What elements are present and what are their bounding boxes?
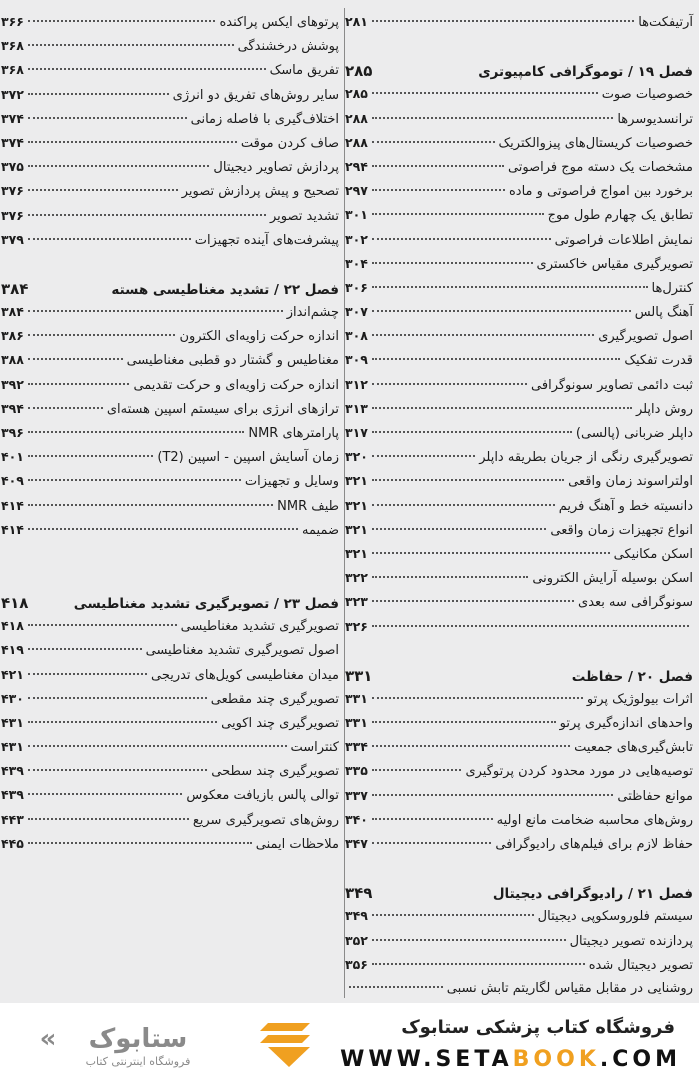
dot-leader [28, 141, 237, 143]
page-number: ۳۰۱ [345, 207, 368, 223]
entry-title: خصوصیات صوت [601, 87, 693, 103]
entry-title: واحدهای اندازه‌گیری پرتو [559, 716, 693, 732]
toc-entry [1, 425, 339, 449]
toc-entry [1, 763, 339, 787]
page-number: ۳۱۳ [345, 400, 368, 416]
entry-title: وسایل و تجهیزات [244, 474, 339, 490]
dot-leader [28, 842, 252, 844]
dot-leader [372, 431, 572, 433]
dot-leader [372, 794, 613, 796]
toc-entry [1, 618, 339, 642]
toc-entry [345, 715, 693, 739]
entry-title: مغناطیس و گشتار دو قطبی مغناطیسی [126, 353, 339, 369]
dot-leader [372, 479, 564, 481]
page-number: ۳۶۸ [1, 62, 24, 78]
dot-leader [372, 963, 585, 965]
entry-title: آهنگ پالس [634, 305, 693, 321]
toc-left-column [1, 14, 339, 860]
toc-entry [1, 352, 339, 376]
entry-title: روش داپلر [635, 401, 693, 417]
dot-leader [372, 238, 551, 240]
dot-leader [28, 117, 187, 119]
dot-leader [372, 721, 556, 723]
dot-leader [28, 769, 207, 771]
dot-leader [28, 44, 234, 46]
page-number: ۳۳۵ [345, 763, 368, 779]
dot-leader [28, 697, 207, 699]
entry-title: انواع تجهیزات زمان واقعی [550, 522, 693, 538]
page-number: ۴۱۴ [1, 497, 24, 513]
page-number: ۳۸۸ [1, 352, 24, 368]
entry-title: کنترل‌ها [651, 280, 693, 296]
dot-leader [28, 504, 273, 506]
toc-entry [345, 957, 693, 981]
entry-title: پارامترهای NMR [248, 426, 339, 441]
toc-entry [345, 619, 693, 643]
entry-title: تابش‌گیری‌های جمعیت [574, 740, 693, 756]
dot-leader [28, 383, 130, 385]
toc-entry [345, 135, 693, 159]
dot-leader [372, 504, 555, 506]
dot-leader [372, 20, 634, 22]
page-number: ۳۳۱ [345, 690, 368, 706]
entry-title: اصول تصویرگیری [598, 329, 693, 345]
toc-entry [345, 522, 693, 546]
dot-leader [28, 745, 287, 747]
entry-title: اصول تصویرگیری تشدید مغناطیسی [145, 643, 339, 659]
page-number: ۲۸۵ [345, 86, 368, 102]
entry-title: تصویرگیری رنگی از جریان بطریقه داپلر [479, 450, 693, 466]
page-number: ۴۴۳ [1, 811, 24, 827]
page-number: ۳۶۸ [1, 38, 24, 54]
entry-title: تصحیح و پیش پردازش تصویر [181, 184, 339, 200]
chapter-heading [1, 280, 339, 304]
page-number: ۲۸۸ [345, 110, 368, 126]
entry-title: آرتیفکت‌ها [638, 15, 693, 30]
toc-entry [1, 522, 339, 546]
toc-entry [1, 377, 339, 401]
entry-title: موانع حفاظتی [617, 788, 693, 804]
page-number: ۳۴۷ [345, 836, 368, 851]
dot-leader [372, 455, 475, 457]
page-number: ۳۰۹ [345, 352, 368, 368]
dot-leader [372, 914, 534, 916]
toc-entry [1, 232, 339, 256]
page-number: ۴۰۱ [1, 449, 24, 465]
page-number: ۳۲۱ [345, 473, 368, 489]
logo-subtitle: فروشگاه اینترنتی کتاب [85, 1055, 191, 1068]
dot-leader [372, 745, 570, 747]
entry-title: تصویرگیری تشدید مغناطیسی [180, 619, 339, 635]
toc-entry [345, 498, 693, 522]
page-number: ۳۹۴ [1, 400, 24, 416]
entry-title: پیشرفت‌های آینده تجهیزات [194, 232, 339, 248]
section-gap [345, 38, 693, 62]
toc-entry [345, 691, 693, 715]
toc-entry [345, 111, 693, 135]
page-number: ۳۳۱ [345, 666, 373, 685]
toc-entry [1, 715, 339, 739]
entry-title: پوشش درخشندگی [237, 39, 339, 55]
url-prefix: WWW.SETA [340, 1047, 513, 1072]
entry-title: چشم‌انداز [286, 305, 339, 321]
dot-leader [28, 528, 298, 530]
entry-title: برخورد بین امواج فراصوتی و ماده [508, 184, 693, 200]
page-number: ۳۱۷ [345, 425, 368, 440]
page-number: ۲۸۵ [345, 62, 373, 81]
page-number: ۴۳۹ [1, 787, 24, 803]
toc-entry [345, 763, 693, 787]
chapter-heading [345, 62, 693, 86]
toc-entry [1, 183, 339, 207]
page-number: ۳۲۱ [345, 545, 368, 561]
entry-title: ملاحظات ایمنی [255, 836, 339, 852]
entry-title: اختلاف‌گیری با فاصله زمانی [190, 111, 339, 127]
page-number: ۴۳۱ [1, 714, 24, 730]
setabook-logo [18, 1017, 318, 1071]
toc-entry [1, 38, 339, 62]
toc-entry [1, 812, 339, 836]
section-gap [345, 643, 693, 667]
page-number: ۳۲۰ [345, 449, 368, 465]
entry-title: نمایش اطلاعات فراصوتی [554, 232, 693, 248]
dot-leader [372, 383, 527, 385]
dot-leader [372, 576, 528, 578]
chapter-title: فصل ۲۳ / تصویرگیری تشدید مغناطیسی [73, 595, 339, 612]
dot-leader [28, 20, 216, 22]
page-number: ۳۱۲ [345, 376, 368, 392]
entry-title: داپلر ضربانی (پالسی) [575, 426, 693, 441]
toc-entry [1, 14, 339, 38]
page-number: ۳۹۲ [1, 376, 24, 392]
entry-title: ترازهای انرژی برای سیستم اسپین هسته‌ای [106, 401, 339, 417]
toc-right-column [345, 14, 693, 1003]
entry-title: زمان آسایش اسپین - اسپین (T2) [157, 450, 339, 466]
page-number: ۳۵۲ [345, 932, 368, 948]
section-gap [1, 570, 339, 594]
page-number: ۳۷۴ [1, 110, 24, 126]
page-number: ۳۲۶ [345, 618, 368, 634]
dot-leader [372, 625, 689, 627]
page-number: ۴۳۱ [1, 739, 24, 755]
entry-title: صاف کردن موقت [240, 135, 339, 151]
dot-leader [28, 407, 103, 409]
dot-leader [372, 310, 631, 312]
toc-entry [1, 691, 339, 715]
page-number: ۲۸۱ [345, 14, 368, 29]
dot-leader [372, 334, 594, 336]
page-number: ۴۱۸ [1, 593, 29, 612]
dot-leader [28, 165, 210, 167]
entry-title: خصوصیات کریستال‌های پیزوالکتریک [498, 135, 693, 151]
entry-title: تصویرگیری چند سطحی [211, 764, 339, 780]
toc-entry [1, 208, 339, 232]
entry-title: ترانسدیوسرها [617, 111, 693, 127]
toc-entry [345, 232, 693, 256]
svg-text:«: « [39, 1024, 57, 1054]
toc-entry [345, 159, 693, 183]
page-number: ۴۳۰ [1, 690, 24, 706]
entry-title: تصویرگیری چند اکویی [221, 715, 339, 731]
toc-entry [345, 594, 693, 618]
toc-entry [345, 425, 693, 449]
page-number: ۳۸۴ [1, 304, 24, 320]
dot-leader [372, 552, 610, 554]
page-number: ۳۸۴ [1, 279, 29, 298]
toc-entry [345, 328, 693, 352]
entry-title: مشخصات یک دسته موج فراصوتی [507, 159, 693, 175]
section-gap [1, 546, 339, 570]
toc-entry [345, 812, 693, 836]
page-number: ۴۱۹ [1, 642, 24, 658]
entry-title: روش‌های محاسبه ضخامت مانع اولیه [496, 812, 693, 828]
dot-leader [372, 286, 648, 288]
toc-entry [1, 739, 339, 763]
entry-title: دانسیته خط و آهنگ فریم [558, 498, 693, 514]
entry-title: پردازنده تصویر دیجیتال [569, 933, 693, 949]
entry-title: توالی پالس بازیافت معکوس [186, 788, 339, 804]
entry-title: تفریق ماسک [269, 63, 339, 79]
page-number: ۳۰۲ [345, 231, 368, 247]
dot-leader [372, 92, 598, 94]
dot-leader [28, 793, 182, 795]
toc-entry [1, 328, 339, 352]
toc-entry [345, 908, 693, 932]
toc-entry [1, 642, 339, 666]
footer-banner [0, 1003, 699, 1079]
entry-title: کنتراست [290, 740, 339, 756]
page-number: ۴۰۹ [1, 473, 24, 489]
dot-leader [372, 407, 632, 409]
dot-leader [28, 214, 266, 216]
entry-title: پرتوهای ایکس پراکنده [219, 15, 339, 30]
page-number: ۳۲۱ [345, 521, 368, 537]
chapter-title: فصل ۲۰ / حفاظت [571, 668, 693, 685]
entry-title: سونوگرافی سه بعدی [578, 595, 693, 611]
section-gap [1, 256, 339, 280]
dot-leader [372, 213, 544, 215]
page-number: ۴۲۱ [1, 666, 24, 682]
toc-entry [345, 788, 693, 812]
page-number: ۳۲۱ [345, 497, 368, 513]
toc-entry [345, 86, 693, 110]
page-number: ۴۳۹ [1, 763, 24, 779]
dot-leader [28, 238, 191, 240]
dot-leader [28, 648, 142, 650]
page-number: ۳۰۴ [345, 255, 368, 271]
dot-leader [349, 986, 443, 988]
toc-entry [345, 14, 693, 38]
toc-entry [345, 304, 693, 328]
toc-entry [1, 304, 339, 328]
page-number: ۳۳۱ [345, 715, 368, 731]
dot-leader [28, 673, 147, 675]
entry-title: اسکن مکانیکی [613, 546, 693, 562]
dot-leader [372, 769, 462, 771]
toc-entry [1, 111, 339, 135]
toc-entry [1, 473, 339, 497]
logo-wordmark: ستابوک [88, 1024, 188, 1054]
page-number: ۳۹۶ [1, 425, 24, 440]
toc-entry [345, 546, 693, 570]
toc-entry [1, 449, 339, 473]
entry-title: روشنایی در مقابل مقیاس لگاریتم تابش نسبی [446, 980, 693, 996]
page-number: ۳۰۸ [345, 328, 368, 344]
dot-leader [372, 600, 574, 602]
section-gap [345, 860, 693, 884]
toc-entry [1, 87, 339, 111]
page-number: ۲۹۷ [345, 183, 368, 199]
toc-entry [1, 62, 339, 86]
shop-name: فروشگاه کتاب پزشکی ستابوک [401, 1017, 675, 1038]
entry-title: پردازش تصاویر دیجیتال [213, 160, 339, 176]
entry-title: توصیه‌هایی در مورد محدود کردن پرتوگیری [465, 764, 693, 780]
dot-leader [28, 624, 177, 626]
page-number: ۳۲۳ [345, 594, 368, 610]
dot-leader [372, 842, 492, 844]
toc-entry [345, 473, 693, 497]
dot-leader [372, 697, 583, 699]
page-number: ۳۶۶ [1, 14, 24, 29]
entry-title: ثبت دائمی تصاویر سونوگرافی [531, 377, 693, 393]
page-number: ۳۰۶ [345, 279, 368, 295]
shop-url[interactable] [340, 1047, 681, 1072]
entry-title: اثرات بیولوژیک پرتو [586, 691, 693, 707]
toc-entry [345, 183, 693, 207]
dot-leader [28, 334, 176, 336]
toc-entry [345, 570, 693, 594]
dot-leader [28, 310, 283, 312]
page-number: ۳۲۲ [345, 570, 368, 586]
toc-entry [345, 280, 693, 304]
toc-entry [345, 256, 693, 280]
dot-leader [372, 939, 566, 941]
page-number: ۴۴۵ [1, 835, 24, 851]
toc-entry [345, 401, 693, 425]
page-number: ۳۴۹ [345, 884, 373, 903]
page-number: ۳۷۹ [1, 231, 24, 247]
dot-leader [28, 189, 178, 191]
chapter-title: فصل ۱۹ / توموگرافی کامپیوتری [478, 64, 693, 81]
dot-leader [372, 358, 620, 360]
dot-leader [28, 358, 123, 360]
page-number: ۳۷۲ [1, 86, 24, 102]
entry-title: روش‌های تصویرگیری سریع [192, 812, 339, 828]
toc-entry [1, 498, 339, 522]
toc-entry [1, 401, 339, 425]
entry-title: قدرت تفکیک [624, 353, 693, 369]
chapter-heading [1, 594, 339, 618]
entry-title: اسکن بوسیله آرایش الکترونی [532, 571, 693, 587]
dot-leader [372, 528, 546, 530]
dot-leader [372, 818, 493, 820]
entry-title: ضمیمه [302, 522, 339, 538]
dot-leader [372, 165, 504, 167]
toc-entry [345, 933, 693, 957]
page-number: ۳۷۶ [1, 183, 24, 199]
page-number: ۳۸۶ [1, 328, 24, 344]
chapter-title: فصل ۲۱ / رادیوگرافی دیجیتال [492, 886, 693, 903]
dot-leader [28, 455, 153, 457]
page-number: ۳۷۴ [1, 134, 24, 150]
chapter-heading [345, 667, 693, 691]
toc-entry [345, 352, 693, 376]
dot-leader [372, 141, 495, 143]
page-number: ۴۱۸ [1, 618, 24, 634]
entry-title: تشدید تصویر [269, 208, 339, 224]
page-number: ۲۸۸ [345, 134, 368, 150]
entry-title: تصویر دیجیتال شده [588, 957, 693, 973]
page-number: ۳۴۰ [345, 811, 368, 827]
dot-leader [28, 479, 241, 481]
entry-title: اندازه حرکت زاویه‌ای الکترون [179, 329, 339, 345]
dot-leader [372, 189, 505, 191]
toc-entry [1, 135, 339, 159]
entry-title: حفاظ لازم برای فیلم‌های رادیوگرافی [495, 837, 693, 852]
dot-leader [28, 721, 217, 723]
dot-leader [372, 262, 533, 264]
page-number: ۴۱۴ [1, 521, 24, 537]
url-accent: BOOK [512, 1047, 600, 1072]
dot-leader [28, 818, 189, 820]
page-number: ۲۹۴ [345, 158, 368, 174]
toc-entry [345, 981, 693, 1003]
entry-title: اولتراسوند زمان واقعی [568, 474, 693, 490]
url-suffix: .COM [599, 1047, 681, 1072]
page-number: ۳۵۶ [345, 956, 368, 972]
entry-title: سیستم فلوروسکوپی دیجیتال [537, 909, 693, 925]
entry-title: تصویرگیری چند مقطعی [210, 691, 339, 707]
toc-entry [345, 377, 693, 401]
page-number: ۳۰۷ [345, 304, 368, 320]
dot-leader [372, 117, 613, 119]
page-number: ۳۳۴ [345, 739, 368, 755]
toc-entry [345, 207, 693, 231]
entry-title: اندازه حرکت زاویه‌ای و حرکت تقدیمی [133, 377, 339, 393]
entry-title: تطابق یک چهارم طول موج [547, 208, 693, 224]
entry-title: طیف NMR [277, 498, 339, 514]
dot-leader [28, 431, 244, 433]
entry-title: میدان مغناطیسی کویل‌های تدریجی [150, 667, 339, 683]
toc-entry [1, 836, 339, 860]
toc-entry [1, 159, 339, 183]
entry-title: تصویرگیری مقیاس خاکستری [536, 256, 693, 272]
toc-entry [345, 739, 693, 763]
page-number: ۳۳۷ [345, 787, 368, 803]
toc-entry [1, 667, 339, 691]
toc-entry [345, 449, 693, 473]
chapter-heading [345, 884, 693, 908]
page-number: ۳۷۶ [1, 207, 24, 223]
entry-title: سایر روش‌های تفریق دو انرژی [172, 87, 339, 103]
dot-leader [28, 93, 169, 95]
chapter-title: فصل ۲۲ / تشدید مغناطیسی هسته [111, 281, 339, 298]
toc-entry [345, 836, 693, 860]
toc-entry [1, 787, 339, 811]
dot-leader [28, 68, 266, 70]
page-number: ۳۷۵ [1, 159, 24, 175]
page-number: ۳۴۹ [345, 908, 368, 924]
